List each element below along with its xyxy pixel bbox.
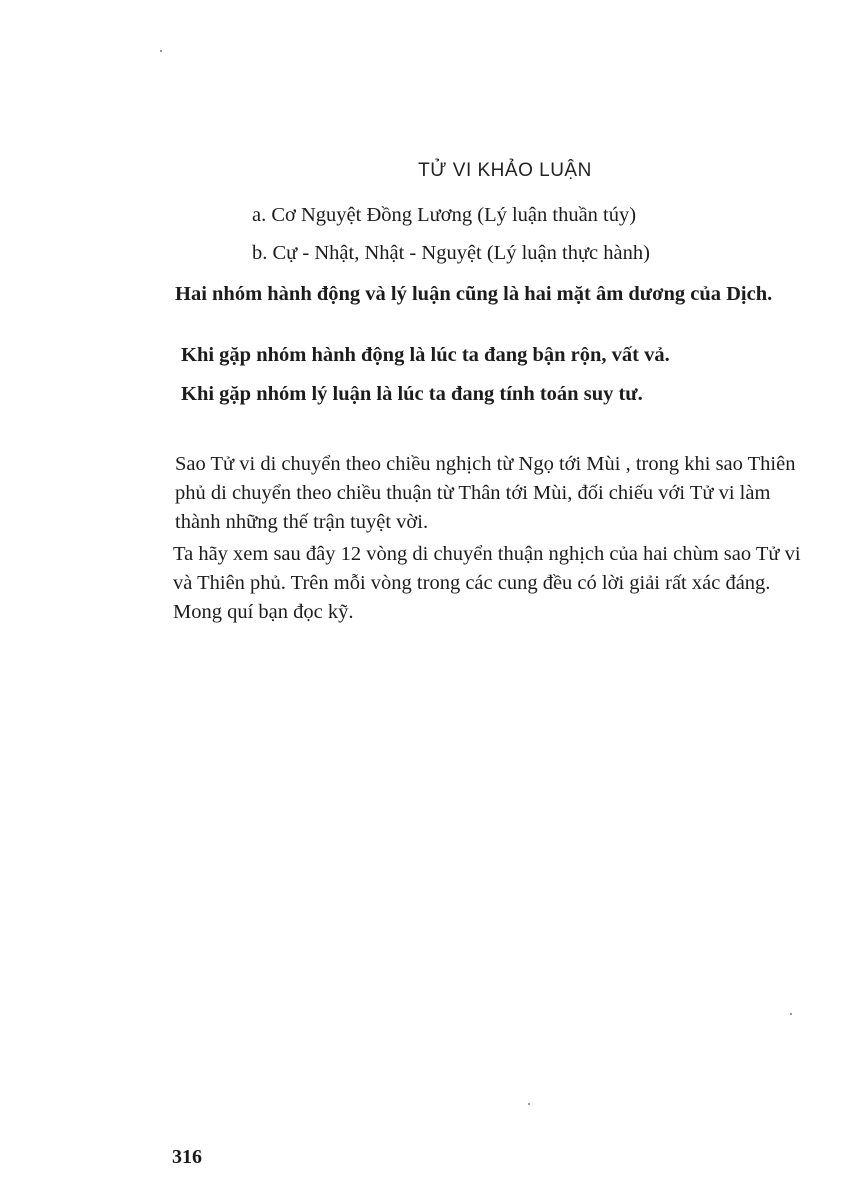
running-header: TỬ VI KHẢO LUẬN bbox=[418, 160, 592, 181]
list-item-b: b. Cự - Nhật, Nhật - Nguyệt (Lý luận thực hành) bbox=[252, 242, 650, 264]
paragraph-star-movement: Sao Tử vi di chuyển theo chiều nghịch từ Ngọ tới Mùi , trong khi sao Thiên phủ di chuyển theo chiều thuận từ Thân tới Mùi, đối chiếu với Tử vi làm thành những thế trận tuyệt vời. bbox=[175, 453, 796, 533]
page-number: 316 bbox=[172, 1146, 202, 1168]
paragraph-yin-yang: Hai nhóm hành động và lý luận cũng là hai mặt âm dương của Dịch. bbox=[175, 283, 773, 305]
paragraph-twelve-cycles: Ta hãy xem sau đây 12 vòng di chuyển thuận nghịch của hai chùm sao Tử vi và Thiên phủ. Trên mỗi vòng trong các cung đều có lời giải rất xác đáng. Mong quí bạn đọc kỹ. bbox=[173, 543, 801, 623]
scan-speck bbox=[160, 50, 162, 52]
list-item-a: a. Cơ Nguyệt Đồng Lương (Lý luận thuần túy) bbox=[252, 204, 637, 226]
scan-speck bbox=[528, 1103, 530, 1105]
paragraph-action-group: Khi gặp nhóm hành động là lúc ta đang bận rộn, vất vả. bbox=[181, 344, 670, 366]
scan-speck bbox=[790, 1013, 792, 1015]
paragraph-theory-group: Khi gặp nhóm lý luận là lúc ta đang tính toán suy tư. bbox=[181, 383, 643, 405]
